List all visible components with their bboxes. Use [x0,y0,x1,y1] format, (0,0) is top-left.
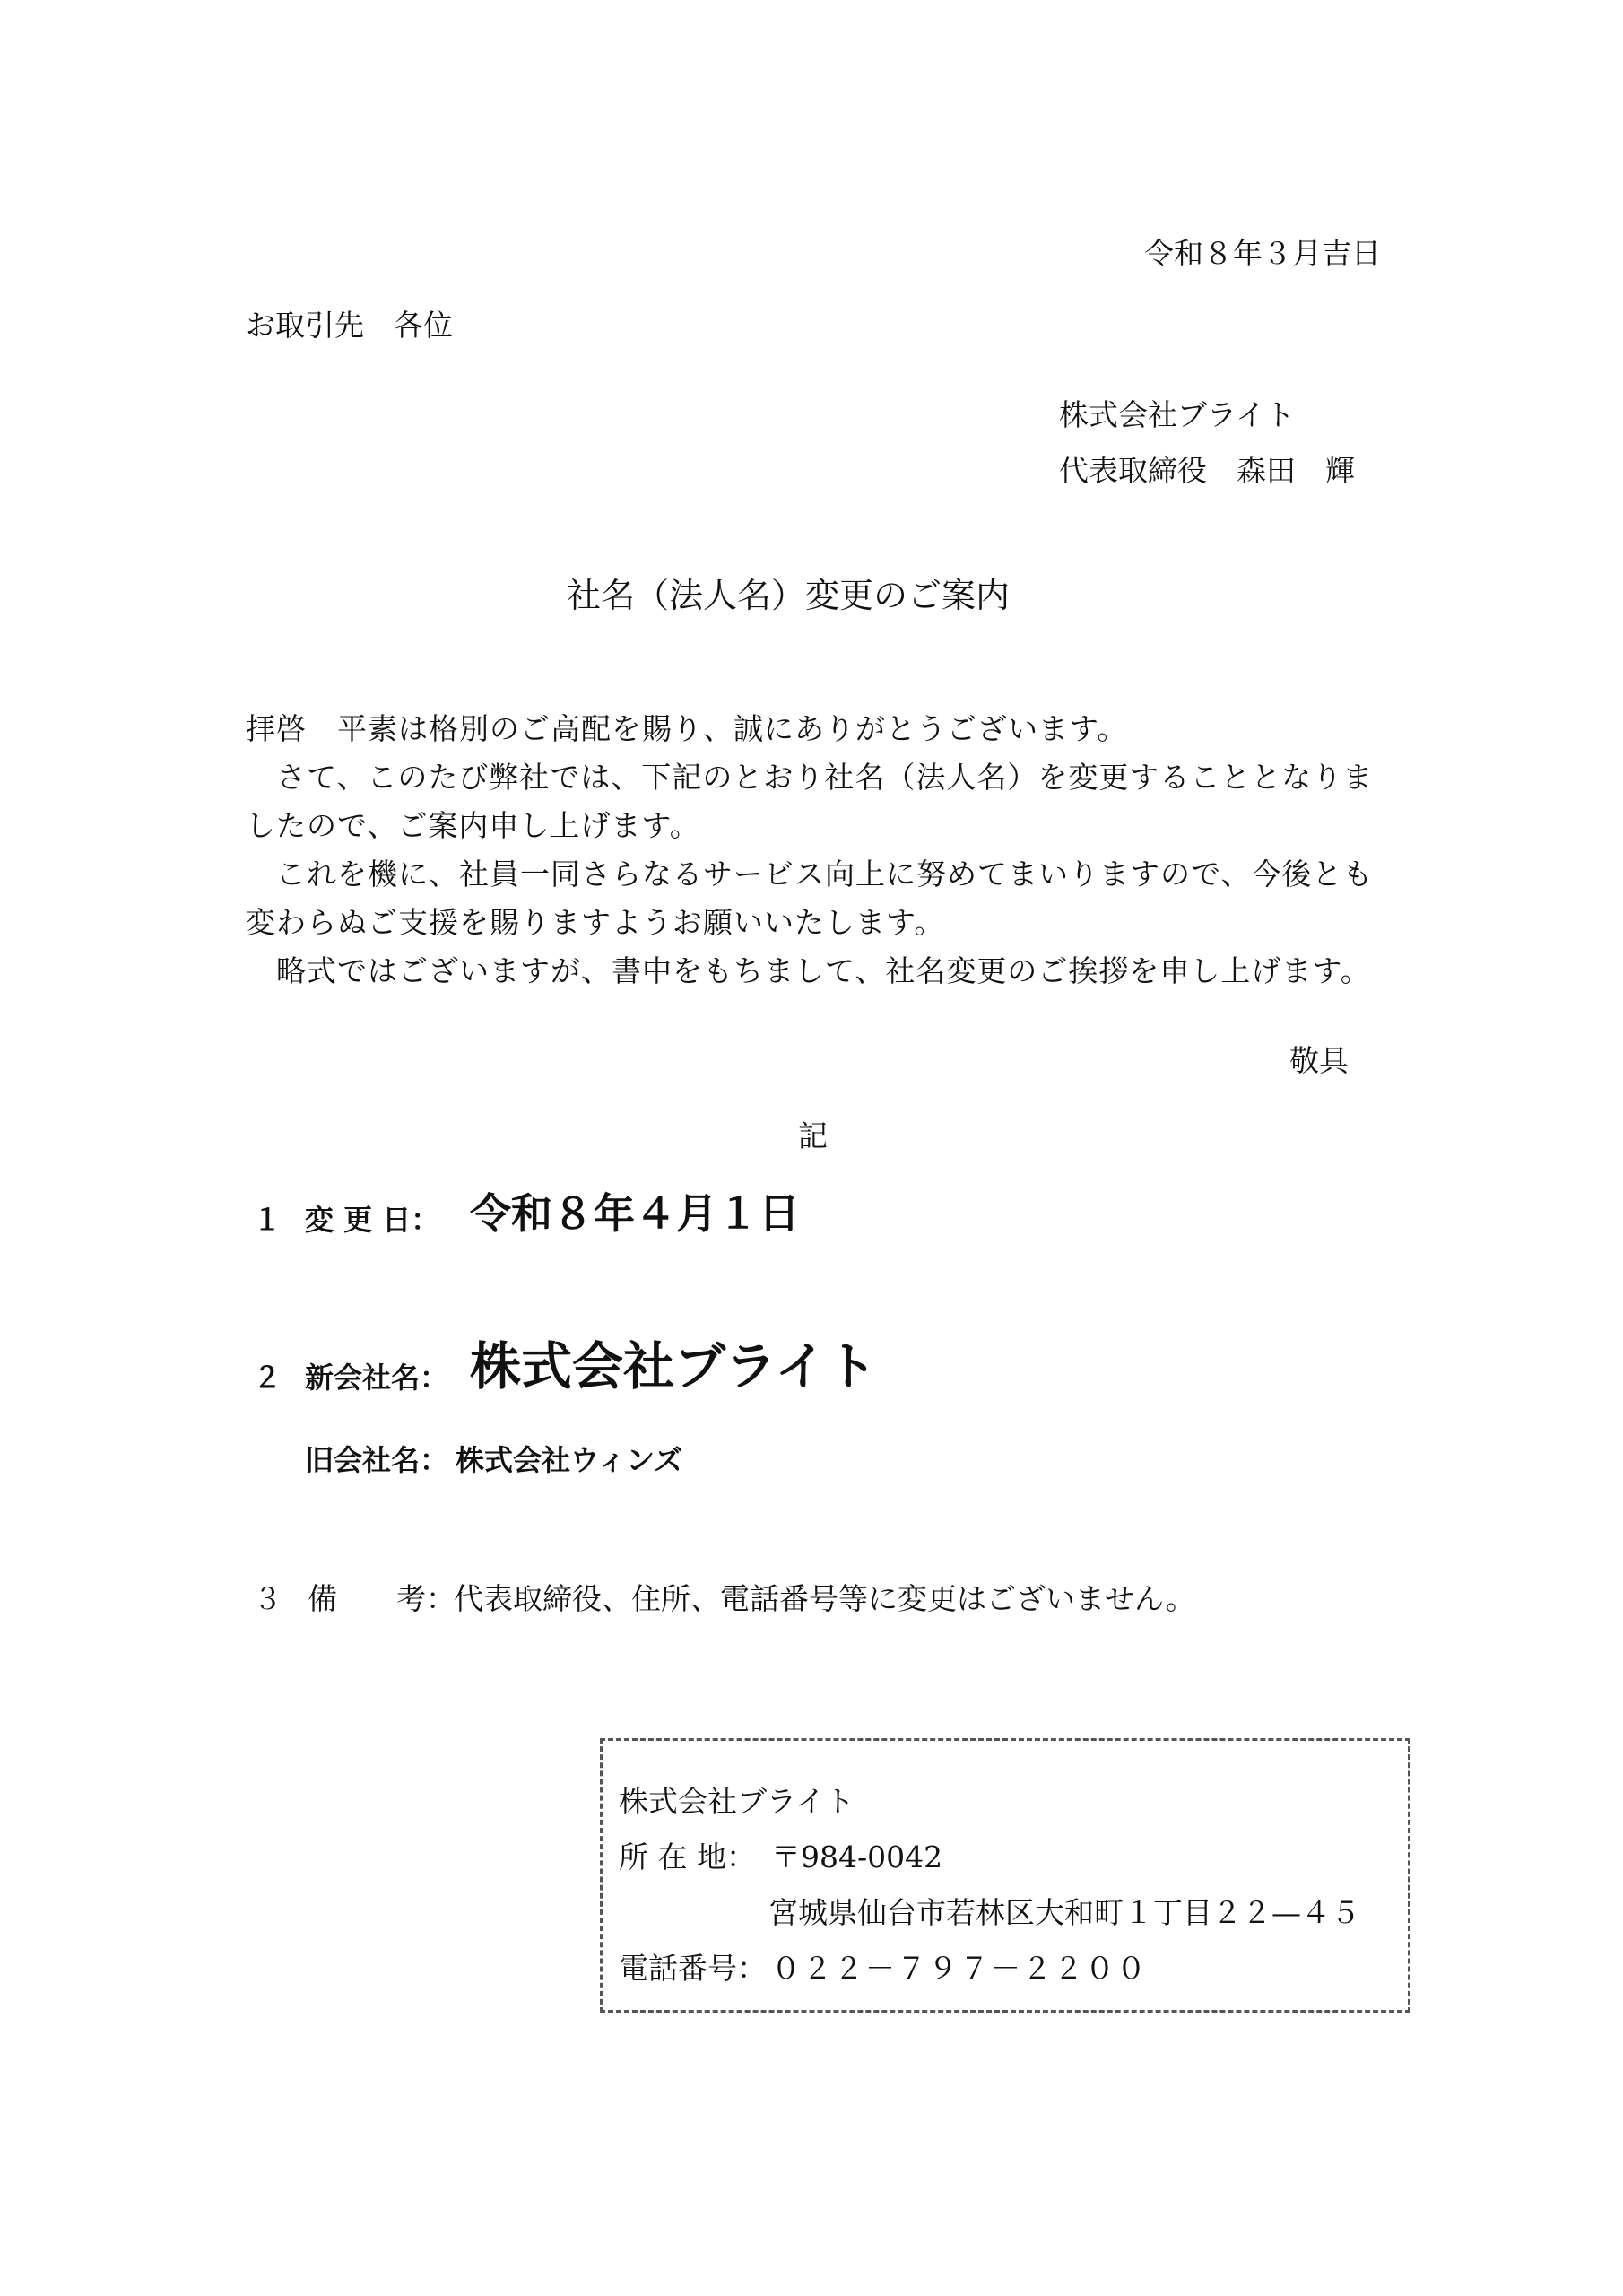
body-line: 拝啓 平素は格別のご高配を賜り、誠にありがとうございます。 [246,711,1128,746]
item-number: ２ [253,1361,282,1395]
page-title: 社名（法人名）変更のご案内 [567,576,1011,615]
item-label-old-name: 旧会社名： [305,1443,449,1477]
body-line: 変わらぬご支援を賜りますようお願いいたします。 [246,905,945,940]
body-line: したので、ご案内申し上げます。 [246,808,700,843]
ki-marker: 記 [798,1118,828,1153]
sender-representative: 代表取締役 森田 輝 [1059,453,1355,488]
phone-value: ０２２－７９７－２２００ [771,1951,1148,1986]
letter-date: 令和８年３月吉日 [1144,236,1381,271]
item-label-new-name: 新会社名： [305,1361,449,1395]
new-company-name: 株式会社ブライト [470,1337,878,1396]
address-value: 宮城県仙台市若林区大和町１丁目２２—４５ [768,1895,1360,1930]
old-company-name: 株式会社ウィンズ [456,1443,683,1477]
item-label-change-date: 変 更 日： [305,1203,440,1237]
body-line: さて、このたび弊社では、下記のとおり社名（法人名）を変更することとなりま [246,760,1374,795]
body-line: 略式ではございますが、書中をもちまして、社名変更のご挨拶を申し上げます。 [246,953,1371,988]
item-number: １ [253,1203,282,1237]
sender-company: 株式会社ブライト [1059,397,1296,432]
contact-company: 株式会社ブライト [619,1784,855,1819]
remarks-value: 代表取締役、住所、電話番号等に変更はございません。 [454,1581,1195,1616]
address-label: 所 在 地： [619,1839,756,1874]
phone-label: 電話番号： [619,1951,767,1986]
body-line: これを機に、社員一同さらなるサービス向上に努めてまいりますので、今後とも [246,857,1374,891]
recipient: お取引先 各位 [246,308,453,343]
item-label-remarks: 備 考： [308,1581,456,1616]
change-date-value: 令和８年４月１日 [470,1189,800,1238]
item-number: ３ [253,1581,282,1616]
closing-keigu: 敬具 [1289,1043,1349,1078]
postal-code: 〒984-0042 [771,1839,943,1874]
